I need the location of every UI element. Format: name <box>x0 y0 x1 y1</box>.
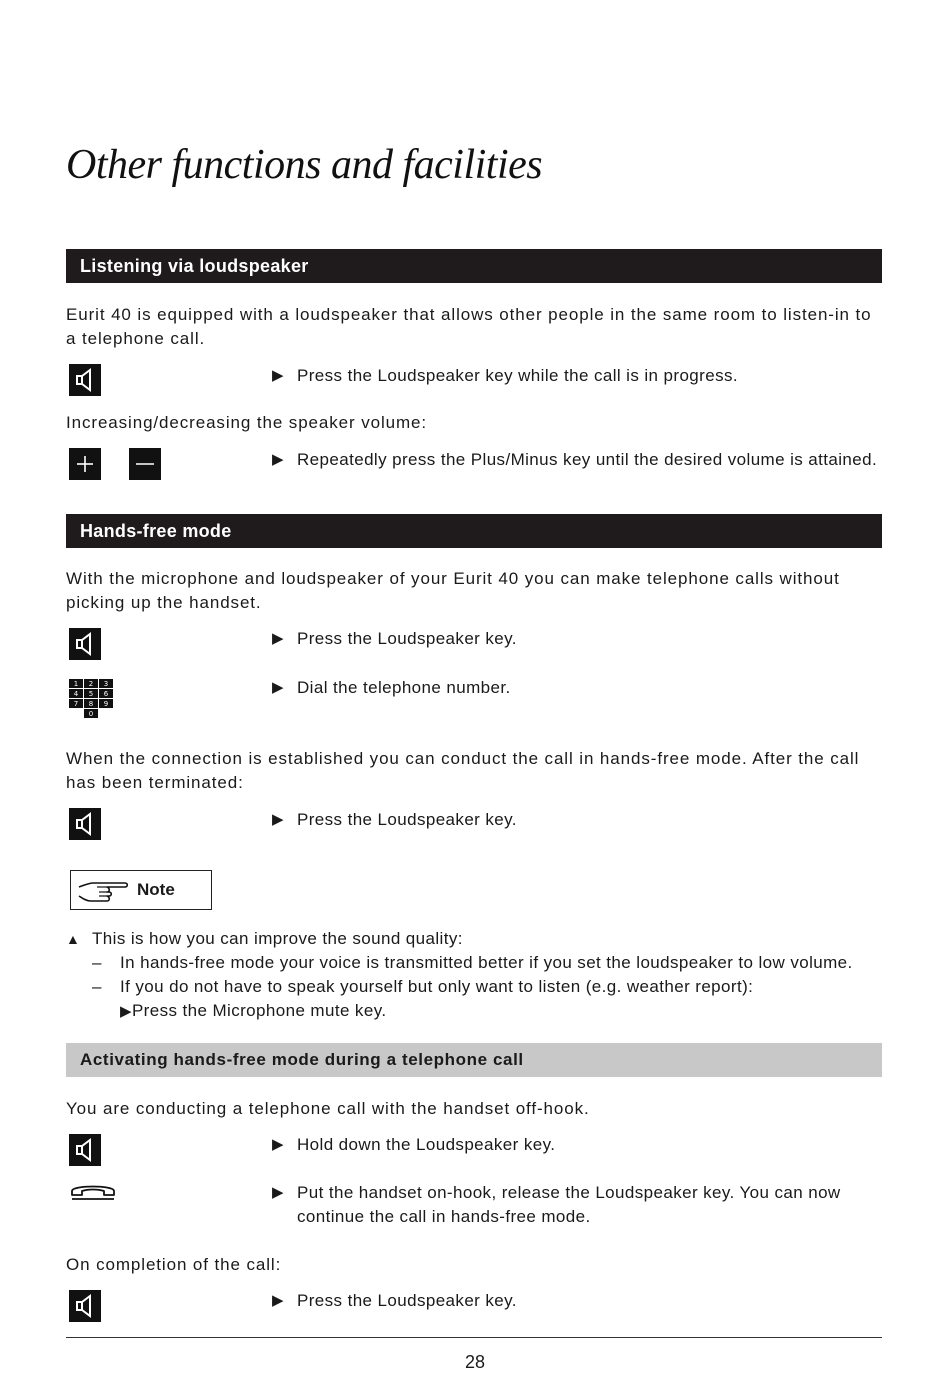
step-activating-3 <box>272 1289 882 1313</box>
minus-key-icon <box>129 448 161 480</box>
arrow-icon: ▶ <box>272 630 284 647</box>
loudspeaker-key-icon <box>69 364 101 396</box>
step-activating-1 <box>272 1133 882 1157</box>
section-intro-loudspeaker: Eurit 40 is equipped with a loudspeaker that allows other people in the same room to listen-in to a telephone call. <box>66 305 872 348</box>
step-activating-2 <box>272 1181 882 1229</box>
note-box <box>70 870 212 910</box>
arrow-icon: ▶ <box>272 679 284 696</box>
step-text: Repeatedly press the Plus/Minus key until the desired volume is attained. <box>297 450 878 469</box>
keypad-key-label: 4 <box>73 690 79 698</box>
section-intro-activating: You are conducting a telephone call with the handset off-hook. <box>66 1099 590 1118</box>
step-text: Hold down the Loudspeaker key. <box>297 1135 556 1154</box>
note-label: Note <box>137 880 175 899</box>
volume-label: Increasing/decreasing the speaker volume: <box>66 413 428 432</box>
section-heading-loudspeaker: Listening via loudspeaker <box>66 249 882 283</box>
arrow-icon: ▶ <box>272 367 284 384</box>
note-lead-text: This is how you can improve the sound quality: <box>92 929 463 948</box>
page-title: Other functions and facilities <box>66 142 543 188</box>
arrow-icon: ▶ <box>120 1003 132 1020</box>
note-item-2 <box>66 975 896 999</box>
loudspeaker-key-icon <box>69 628 101 660</box>
step-hands-free-2 <box>272 676 882 700</box>
loudspeaker-key-icon <box>69 1134 101 1166</box>
keypad-key-label: 2 <box>88 680 94 688</box>
arrow-icon: ▶ <box>272 1136 284 1153</box>
step-text: Put the handset on-hook, release the Loudspeaker key. You can now continue the call in hands-free mode. <box>297 1183 841 1226</box>
section-heading-activating: Activating hands-free mode during a telephone call <box>66 1043 882 1077</box>
triangle-icon: ▲ <box>66 931 81 947</box>
section-heading-hands-free: Hands-free mode <box>66 514 882 548</box>
note-item-text: In hands-free mode your voice is transmitted better if you set the loudspeaker to low volume. <box>120 953 853 972</box>
note-lead <box>66 927 896 951</box>
keypad-icon <box>68 678 114 720</box>
step-text: Press the Loudspeaker key. <box>297 1291 517 1310</box>
note-item-text: If you do not have to speak yourself but only want to listen (e.g. weather report): <box>120 977 754 996</box>
step-text: Dial the telephone number. <box>297 678 511 697</box>
note-item-step-text: Press the Microphone mute key. <box>131 1001 387 1020</box>
keypad-key-label: 0 <box>88 710 94 718</box>
step-hands-free-3 <box>272 808 882 832</box>
keypad-key-label: 3 <box>103 680 109 688</box>
handset-icon <box>70 1182 116 1204</box>
step-text: Press the Loudspeaker key while the call is in progress. <box>297 366 738 385</box>
step-text: Press the Loudspeaker key. <box>297 810 517 829</box>
step-hands-free-1 <box>272 627 882 651</box>
keypad-key-label: 6 <box>103 690 109 698</box>
note-item-2-step <box>120 999 820 1024</box>
plus-key-icon <box>69 448 101 480</box>
arrow-icon: ▶ <box>272 811 284 828</box>
keypad-key-label: 9 <box>103 700 109 708</box>
keypad-key-label: 1 <box>73 680 79 688</box>
arrow-icon: ▶ <box>272 1292 284 1309</box>
keypad-key-label: 7 <box>73 700 79 708</box>
keypad-key-label: 5 <box>88 690 94 698</box>
step-loudspeaker-1 <box>272 364 882 388</box>
arrow-icon: ▶ <box>272 451 284 468</box>
keypad-key-label: 8 <box>88 700 94 708</box>
dash-icon: – <box>92 953 102 972</box>
footer-rule <box>66 1337 882 1338</box>
step-text: Press the Loudspeaker key. <box>297 629 517 648</box>
after-connection-text: When the connection is established you can conduct the call in hands-free mode. After the call has been terminated: <box>66 749 860 792</box>
completion-label: On completion of the call: <box>66 1255 282 1274</box>
pointing-hand-icon <box>77 877 129 905</box>
section-intro-hands-free: With the microphone and loudspeaker of your Eurit 40 you can make telephone calls without picking up the handset. <box>66 569 840 612</box>
arrow-icon: ▶ <box>272 1184 284 1201</box>
dash-icon: – <box>92 977 102 996</box>
step-loudspeaker-2 <box>272 448 882 472</box>
loudspeaker-key-icon <box>69 808 101 840</box>
loudspeaker-key-icon <box>69 1290 101 1322</box>
note-item-1 <box>66 951 896 975</box>
page-number: 28 <box>464 1352 486 1372</box>
